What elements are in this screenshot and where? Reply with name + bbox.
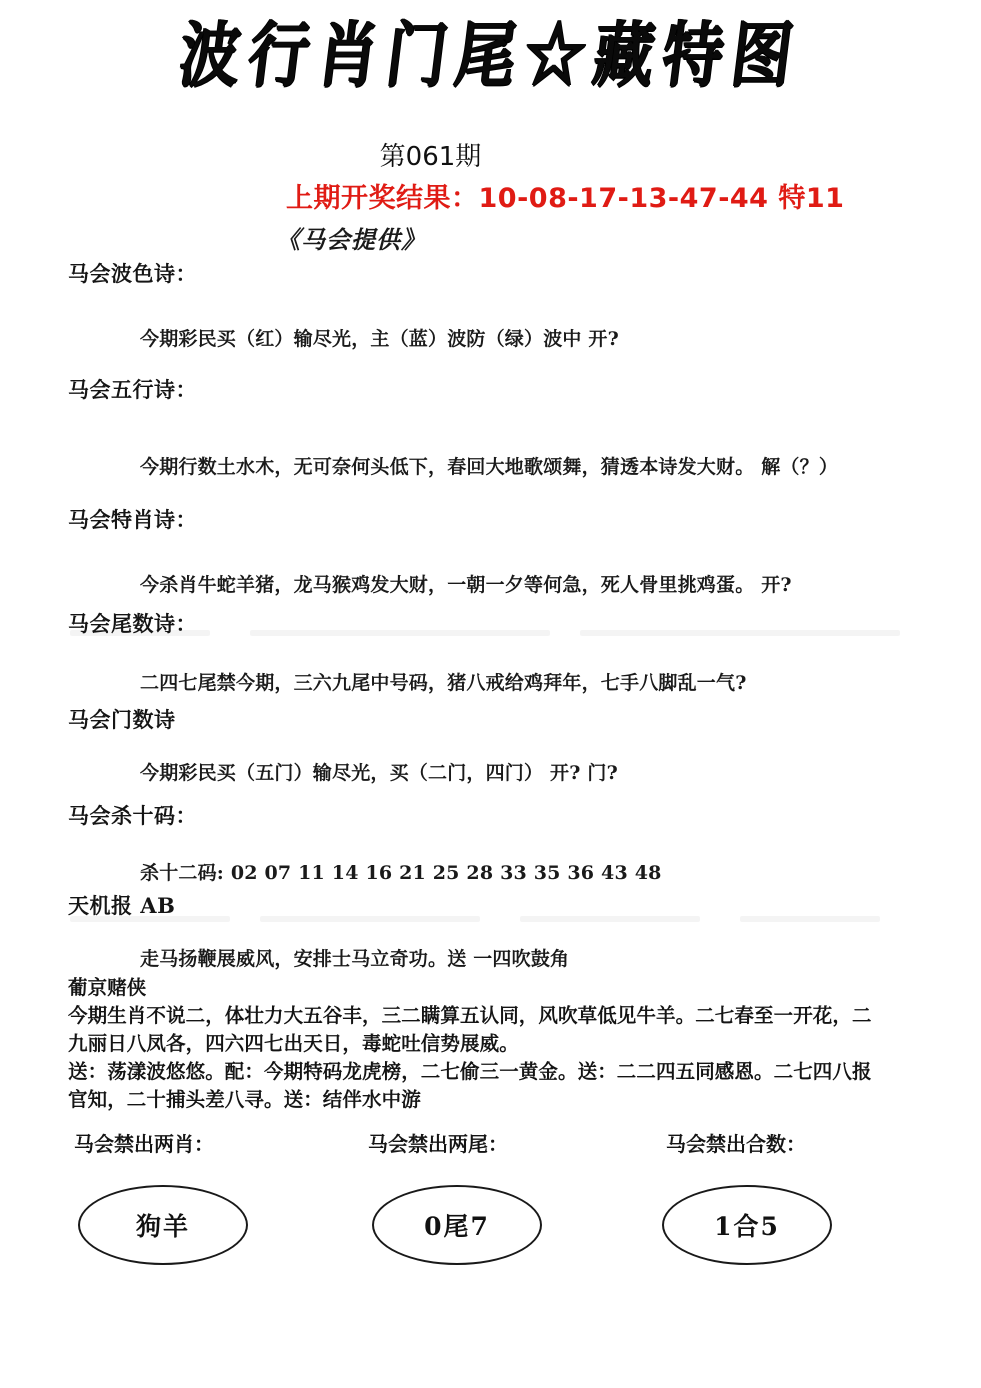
forbidden-label-zodiac: 马会禁出两肖： [74, 1132, 214, 1156]
issue-number: 第061期 [379, 142, 482, 172]
scan-artifact [580, 630, 900, 636]
pujing-line-2: 九丽日八凤各，四六四七出天日，毒蛇吐信势展威。 [68, 1032, 519, 1055]
section-body-bose-poem: 今期彩民买（红）输尽光，主（蓝）波防（绿）波中 开? [140, 328, 619, 350]
section-body-weishu-poem: 二四七尾禁今期，三六九尾中号码，猪八戒给鸡拜年，七手八脚乱一气? [140, 672, 747, 694]
section-body-menshu-poem: 今期彩民买（五门）输尽光，买（二门，四门） 开? 门? [140, 762, 618, 784]
section-body-kill-codes: 杀十二码: 02 07 11 14 16 21 25 28 33 35 36 43 48 [140, 862, 662, 884]
page-title: 波行肖门尾☆藏特图 [174, 14, 807, 98]
forbidden-oval-zodiac [78, 1185, 248, 1265]
section-body-tianji-ab: 走马扬鞭展威风，安排士马立奇功。送 一四吹鼓角 [140, 948, 570, 970]
section-body-texiao-poem: 今杀肖牛蛇羊猪，龙马猴鸡发大财，一朝一夕等何急，死人骨里挑鸡蛋。 开? [140, 574, 792, 596]
scan-artifact [250, 630, 550, 636]
forbidden-oval-tails [372, 1185, 542, 1265]
forbidden-value-zodiac: 狗羊 [135, 1212, 190, 1241]
forbidden-label-tails: 马会禁出两尾： [368, 1132, 508, 1156]
scan-artifact [70, 630, 210, 636]
last-draw-result-label: 上期开奖结果： [286, 183, 479, 214]
scan-artifact [260, 916, 480, 922]
forbidden-value-tails: 0尾7 [424, 1212, 490, 1241]
forbidden-label-sum: 马会禁出合数： [666, 1132, 806, 1156]
scan-artifact [70, 916, 230, 922]
section-heading-menshu-poem: 马会门数诗 [68, 707, 176, 732]
forbidden-oval-sum [662, 1185, 832, 1265]
section-heading-tianji-ab: 天机报 AB [68, 893, 176, 918]
pujing-block [68, 974, 913, 1114]
section-body-wuxing-poem: 今期行数土水木，无可奈何头低下，春回大地歌颂舞，猜透本诗发大财。 解（？） [140, 456, 839, 478]
last-draw-result-numbers: 10-08-17-13-47-44 特11 [478, 183, 845, 214]
forbidden-values-row [0, 1185, 981, 1295]
forbidden-labels-row [0, 1128, 981, 1168]
section-heading-weishu-poem: 马会尾数诗： [68, 611, 197, 636]
section-heading-wuxing-poem: 马会五行诗： [68, 377, 197, 402]
pujing-line-1: 今期生肖不说二，体壮力大五谷丰，三二瞒算五认同，风吹草低见牛羊。二七春至一开花，二 [68, 1004, 872, 1027]
section-heading-bose-poem: 马会波色诗： [68, 261, 197, 286]
pujing-line-4: 官知，二十捕头差八寻。送：结伴水中游 [68, 1088, 421, 1111]
provider-credit: 《马会提供》 [276, 225, 426, 254]
pujing-title: 葡京赌侠 [68, 976, 147, 999]
scan-artifact [740, 916, 880, 922]
title-banner [0, 14, 981, 98]
forbidden-value-sum: 1合5 [714, 1212, 780, 1241]
section-heading-kill-codes: 马会杀十码： [68, 803, 197, 828]
section-heading-texiao-poem: 马会特肖诗： [68, 507, 197, 532]
last-draw-result [286, 176, 844, 215]
pujing-line-3: 送：荡漾波悠悠。配：今期特码龙虎榜，二七偷三一黄金。送：二二四五同感恩。二七四八报 [68, 1060, 872, 1083]
scan-artifact [520, 916, 700, 922]
